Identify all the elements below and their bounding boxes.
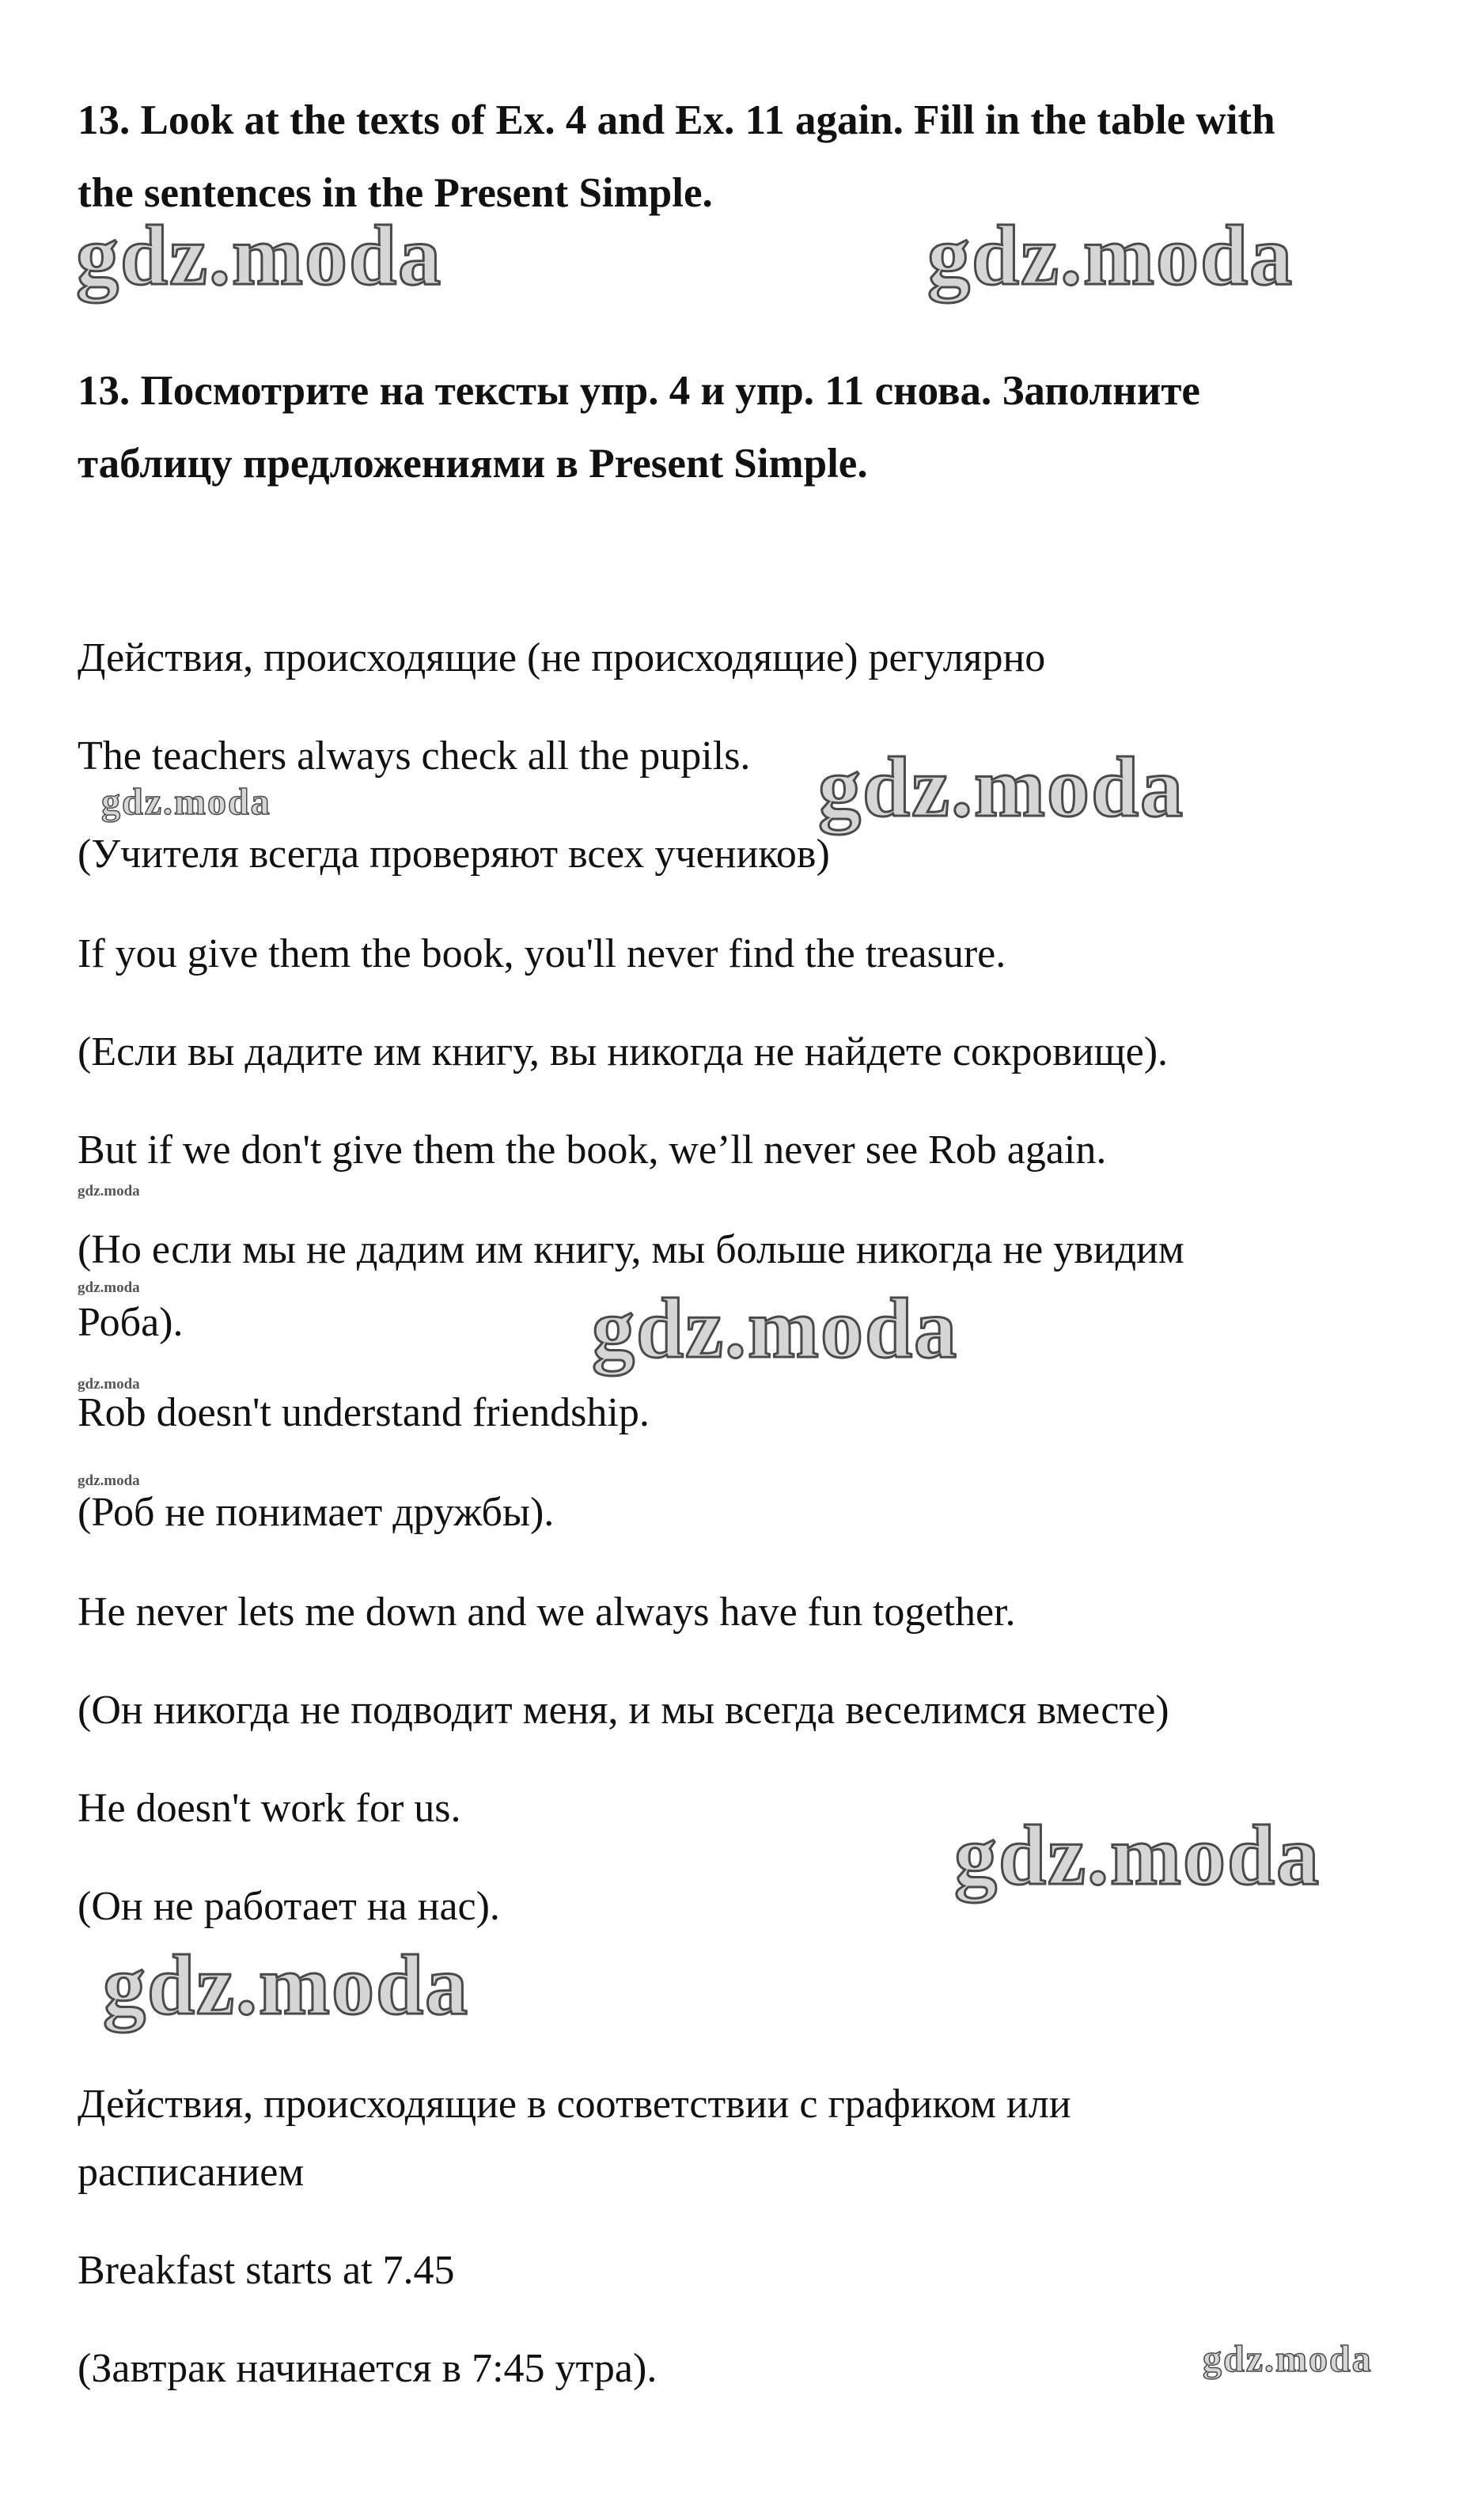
section1-line: (Если вы дадите им книгу, вы никогда не найдете сокровище).	[78, 1029, 1169, 1074]
section2-heading-line-1: Действия, происходящие в соответствии с графиком или	[78, 2082, 1071, 2127]
section2-line: Breakfast starts at 7.45	[78, 2248, 455, 2293]
watermark-logo: gdz.moda	[78, 1183, 140, 1199]
section1-line: The teachers always check all the pupils.	[78, 733, 751, 779]
section1-line: Роба).	[78, 1300, 184, 1345]
watermark-logo: gdz.moda	[101, 781, 271, 823]
watermark-logo: gdz.moda	[78, 1376, 140, 1393]
watermark-logo: gdz.moda	[954, 1809, 1321, 1903]
watermark-logo: gdz.moda	[1203, 2338, 1373, 2380]
section1-line: He doesn't work for us.	[78, 1786, 461, 1831]
section1-line: If you give them the book, you'll never find the treasure.	[78, 931, 1006, 976]
watermark-logo: gdz.moda	[76, 209, 443, 303]
section2-heading-line-2: расписанием	[78, 2150, 305, 2195]
watermark-logo: gdz.moda	[78, 1279, 140, 1296]
exercise-title-ru-line-1: 13. Посмотрите на тексты упр. 4 и упр. 11 снова. Заполните	[78, 368, 1200, 414]
exercise-title-en-line-1: 13. Look at the texts of Ex. 4 and Ex. 11 again. Fill in the table with	[78, 97, 1275, 143]
watermark-logo: gdz.moda	[927, 209, 1294, 303]
section1-line: (Но если мы не дадим им книгу, мы больше никогда не увидим	[78, 1227, 1184, 1272]
exercise-title-ru-line-2: таблицу предложениями в Present Simple.	[78, 441, 868, 487]
section1-line: (Учителя всегда проверяют всех учеников)	[78, 832, 830, 877]
section1-line: (Он никогда не подводит меня, и мы всегда веселимся вместе)	[78, 1688, 1169, 1733]
watermark-logo: gdz.moda	[818, 741, 1185, 835]
watermark-logo: gdz.moda	[592, 1282, 959, 1376]
section1-line: (Роб не понимает дружбы).	[78, 1490, 555, 1535]
section1-line: He never lets me down and we always have fun together.	[78, 1590, 1016, 1635]
watermark-logo: gdz.moda	[103, 1938, 470, 2033]
watermark-logo: gdz.moda	[78, 1472, 140, 1489]
exercise-title-en-line-2: the sentences in the Present Simple.	[78, 170, 713, 216]
section1-heading: Действия, происходящие (не происходящие) регулярно	[78, 635, 1046, 680]
section1-line: (Он не работает на нас).	[78, 1884, 500, 1929]
section2-line: (Завтрак начинается в 7:45 утра).	[78, 2346, 657, 2391]
section1-line: But if we don't give them the book, we’ll never see Rob again.	[78, 1127, 1107, 1173]
section1-line: Rob doesn't understand friendship.	[78, 1390, 650, 1435]
